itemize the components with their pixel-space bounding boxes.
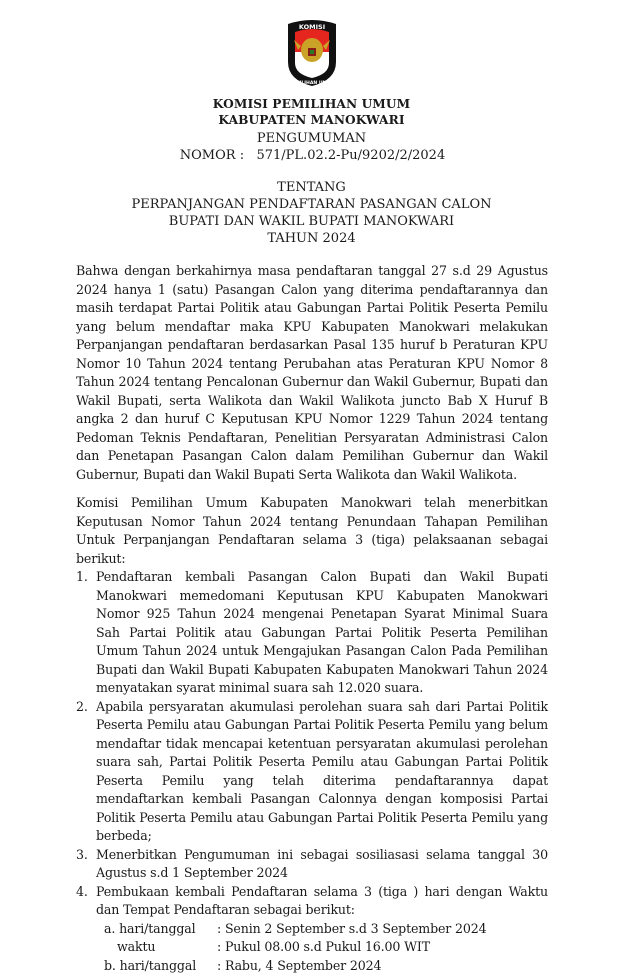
list-number: 2.: [76, 698, 88, 714]
doc-number-value: 571/PL.02.2-Pu/9202/2/2024: [256, 148, 446, 163]
title-line1: PERPANJANGAN PENDAFTARAN PASANGAN CALON: [131, 197, 492, 212]
schedule-label: b. hari/tanggal: [104, 957, 197, 973]
svg-text:PEMILIHAN UMUM: PEMILIHAN UMUM: [288, 81, 336, 86]
org-name-line2: KABUPATEN MANOKWARI: [218, 113, 405, 127]
schedule-value: : Pukul 08.00 s.d Pukul 16.00 WIT: [217, 939, 430, 954]
body-paragraphs: [76, 262, 548, 568]
doc-type: PENGUMUMAN: [256, 131, 367, 146]
list-item: [76, 883, 548, 920]
schedule-row: [96, 920, 548, 939]
title-line2: BUPATI DAN WAKIL BUPATI MANOKWARI: [168, 214, 455, 229]
list-text: Pembukaan kembali Pendaftaran selama 3 (tiga ) hari dengan Waktu dan Tempat Pendaftaran sebagai berikut:: [96, 883, 548, 917]
list-number: 3.: [76, 846, 88, 862]
schedule-row: [96, 957, 548, 976]
letterhead: [0, 96, 623, 128]
list-number: 1.: [76, 569, 88, 584]
list-item: [76, 568, 548, 698]
doc-heading: [0, 130, 623, 164]
org-name-line1: KOMISI PEMILIHAN UMUM: [212, 97, 411, 111]
schedule-value: : Rabu, 4 September 2024: [217, 957, 382, 973]
paragraph-1: Bahwa dengan berkahirnya masa pendaftaran tanggal 27 s.d 29 Agustus 2024 hanya 1 (satu) Pasangan Calon yang diterima pendaftarannya dan masih terdapat Partai Politik atau Gabungan Partai Politik Peserta Pemilu yang belum mendaftar maka KPU Kabupaten Manokwari melakukan Perpanjangan pendaftaran berdasarkan Pasal 135 huruf b Peraturan KPU Nomor 10 Tahun 2024 tentang Perubahan atas Peraturan KPU Nomor 8 Tahun 2024 tentang Pencalonan Gubernur dan Wakil Gubernur, Bupati dan Wakil Bupati, serta Walikota dan Wakil Walikota juncto Bab X Huruf B angka 2 dan huruf C Keputusan KPU Nomor 1229 Tahun 2024 tentang Pedoman Teknis Pendaftaran, Penelitian Persyaratan Administrasi Calon dan Penetapan Pasangan Calon dalam Pemilihan Gubernur dan Wakil Gubernur, Bupati dan Wakil Bupati Serta Walikota dan Wakil Walikota.: [76, 263, 548, 482]
schedule-table: [76, 920, 548, 976]
paragraph-2: Komisi Pemilihan Umum Kabupaten Manokwari telah menerbitkan Keputusan Nomor Tahun 2024 tentang Penundaan Tahapan Pemilihan Untuk Perpanjangan Pendaftaran selama 3 (tiga) pelaksaanan sebagai berikut:: [76, 495, 548, 566]
list-text: Pendaftaran kembali Pasangan Calon Bupati dan Wakil Bupati Manokwari memedomani Keputusan KPU Kabupaten Manokwari Nomor 925 Tahun 2024 mengenai Penetapan Syarat Minimal Suara Sah Partai Politik atau Gabungan Partai Politik Peserta Pemilihan Umum Tahun 2024 untuk Mengajukan Pasangan Calon Pada Pemilihan Bupati dan Wakil Bupati Kabupaten Kabupaten Manokwari Tahun 2024 menyatakan syarat minimal suara sah 12.020 suara.: [96, 569, 548, 695]
list-item: [76, 846, 548, 883]
list-number: 4.: [76, 883, 88, 899]
svg-text:KOMISI: KOMISI: [298, 23, 326, 31]
schedule-row: [96, 938, 548, 957]
title-line3: TAHUN 2024: [267, 231, 356, 246]
doc-number: [0, 147, 623, 164]
schedule-label: a. hari/tanggal: [104, 920, 196, 936]
list-text: Apabila persyaratan akumulasi perolehan suara sah dari Partai Politik Peserta Pemilu atau Gabungan Partai Politik Peserta Pemilu yang belum mendaftar tidak mencapai ketentuan persyaratan akumulasi perolehan suara sah, Partai Politik Peserta Pemilu atau Gabungan Partai Politik Peserta Pemilu yang telah diterima pendaftarannya dapat mendaftarkan kembali Pasangan Calonnya dengan komposisi Partai Politik Peserta Pemilu atau Gabungan Partai Politik Peserta Pemilu yang berbeda;: [96, 698, 548, 843]
list-item: [76, 698, 548, 846]
schedule-value: : Senin 2 September s.d 3 September 2024: [217, 920, 487, 936]
list-text: Menerbitkan Pengumuman ini sebagai sosiliasasi selama tanggal 30 Agustus s.d 1 September 2024: [96, 846, 548, 880]
kpu-logo-icon: [284, 18, 340, 88]
doc-title-block: [0, 179, 623, 247]
about-label: TENTANG: [277, 180, 346, 195]
schedule-label: waktu: [117, 939, 156, 954]
doc-number-label: NOMOR :: [179, 148, 245, 163]
numbered-list: [76, 568, 548, 975]
